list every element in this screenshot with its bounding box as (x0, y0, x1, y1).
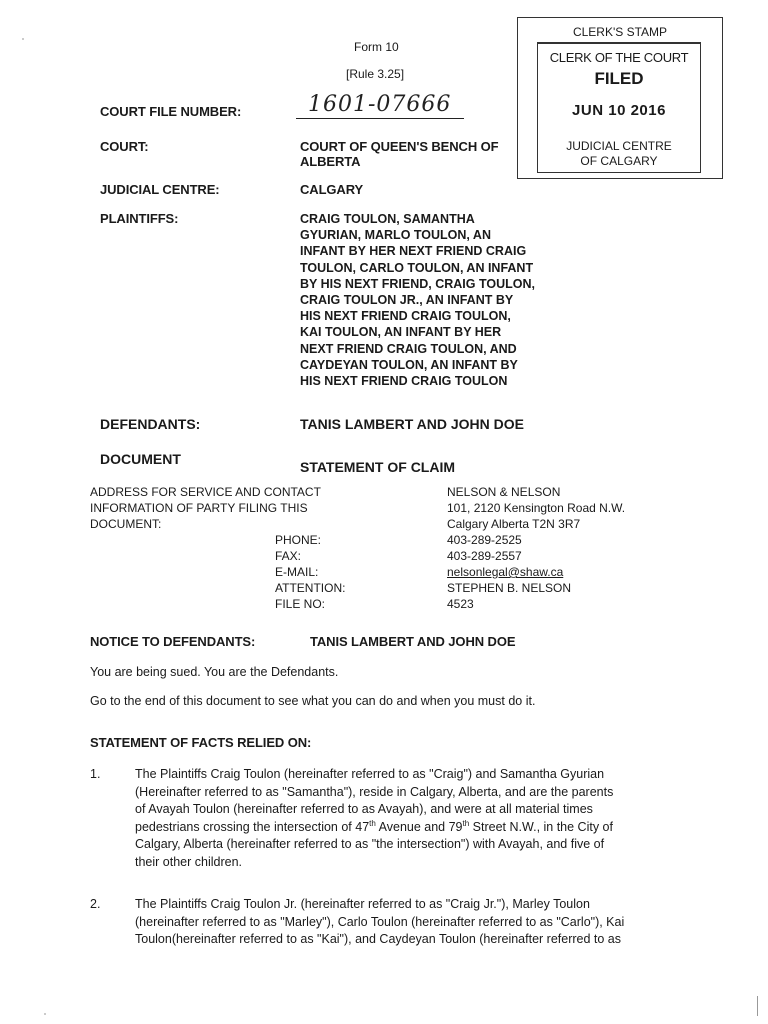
document-label: DOCUMENT (100, 451, 181, 467)
court-value-line1: COURT OF QUEEN'S BENCH OF (300, 139, 499, 154)
plaintiffs-line: HIS NEXT FRIEND CRAIG TOULON, (300, 309, 511, 324)
plaintiffs-list (300, 211, 535, 389)
filed-stamp (537, 42, 701, 173)
plaintiffs-line: CAYDEYAN TOULON, AN INFANT BY (300, 357, 518, 372)
paragraph-line: The Plaintiffs Craig Toulon Jr. (hereinafter referred to as "Craig Jr."), Marley Toulon (135, 897, 590, 911)
scan-edge-mark (757, 996, 758, 1016)
phone-value: 403-289-2525 (447, 533, 522, 547)
file-no-label: FILE NO: (275, 597, 326, 611)
plaintiffs-line: CRAIG TOULON JR., AN INFANT BY (300, 293, 514, 308)
court-label: COURT: (100, 139, 149, 154)
stamp-date: JUN 10 2016 (572, 102, 666, 119)
email-label: E-MAIL: (275, 565, 319, 579)
paragraph-line: (Hereinafter referred to as "Samantha"), reside in Calgary, Alberta, and are the parents (135, 784, 614, 799)
paragraph-line: pedestrians crossing the intersection of 47th Avenue and 79th Street N.W., in the City of (135, 818, 613, 834)
stamp-centre-line2: OF CALGARY (580, 154, 658, 168)
defendants-label: DEFENDANTS: (100, 416, 201, 432)
address-line1: 101, 2120 Kensington Road N.W. (447, 501, 626, 515)
notice-line2: Go to the end of this document to see what you can do and when you must do it. (90, 694, 536, 708)
court-value-line2: ALBERTA (300, 154, 361, 169)
document-value: STATEMENT OF CLAIM (300, 459, 456, 475)
plaintiffs-line: TOULON, CARLO TOULON, AN INFANT (300, 260, 534, 275)
paragraph-line: Calgary, Alberta (hereinafter referred to as "the intersection") with Avayah, and five of (135, 837, 605, 852)
plaintiffs-line: NEXT FRIEND CRAIG TOULON, AND (300, 341, 517, 356)
contact-labels (275, 532, 345, 612)
firm-name: NELSON & NELSON (447, 485, 561, 499)
stamp-title: CLERK'S STAMP (572, 25, 668, 39)
plaintiffs-line: CRAIG TOULON, SAMANTHA (300, 212, 475, 226)
court-file-number-value: 1601-07666 (308, 92, 452, 117)
paragraph-line: (hereinafter referred to as "Marley"), Carlo Toulon (hereinafter referred to as "Carlo"), Kai (135, 914, 625, 929)
attention-value: STEPHEN B. NELSON (447, 581, 572, 595)
fax-value: 403-289-2557 (447, 549, 522, 563)
plaintiffs-line: HIS NEXT FRIEND CRAIG TOULON (300, 374, 508, 389)
notice-line1: You are being sued. You are the Defendants. (90, 665, 339, 679)
form-label: Form 10 (354, 40, 399, 54)
phone-label: PHONE: (275, 533, 322, 547)
file-no-value: 4523 (447, 597, 474, 611)
plaintiffs-line: INFANT BY HER NEXT FRIEND CRAIG (300, 244, 527, 259)
fax-label: FAX: (275, 549, 302, 563)
file-number-underline (296, 118, 464, 119)
address-label-line: ADDRESS FOR SERVICE AND CONTACT (90, 485, 321, 499)
scan-speck (22, 38, 24, 40)
judicial-centre-label: JUDICIAL CENTRE: (100, 182, 220, 197)
paragraph-line: of Avayah Toulon (hereinafter referred to as Avayah), and were at all material times (135, 802, 593, 817)
plaintiffs-label: PLAINTIFFS: (100, 211, 179, 226)
judicial-centre-value: CALGARY (300, 182, 364, 197)
paragraph-1-number: 1. (90, 767, 101, 781)
address-for-service-label (90, 484, 321, 532)
stamp-centre-line1: JUDICIAL CENTRE (566, 139, 672, 153)
paragraph-line: The Plaintiffs Craig Toulon (hereinafter referred to as "Craig") and Samantha Gyurian (135, 767, 605, 781)
contact-values (447, 484, 625, 612)
defendants-value: TANIS LAMBERT AND JOHN DOE (300, 416, 524, 432)
plaintiffs-line: BY HIS NEXT FRIEND, CRAIG TOULON, (300, 276, 535, 291)
email-link[interactable]: nelsonlegal@shaw.ca (447, 565, 564, 579)
paragraph-2-number: 2. (90, 897, 101, 911)
court-file-number-label: COURT FILE NUMBER: (100, 104, 242, 119)
notice-label: NOTICE TO DEFENDANTS: (90, 634, 256, 649)
stamp-clerk: CLERK OF THE COURT (549, 50, 689, 65)
paragraph-line: their other children. (135, 854, 243, 869)
facts-heading: STATEMENT OF FACTS RELIED ON: (90, 735, 312, 750)
stamp-status: FILED (594, 69, 644, 88)
scan-speck (44, 1013, 46, 1015)
paragraph-2 (135, 896, 735, 949)
paragraph-line: Toulon(hereinafter referred to as "Kai"), and Caydeyan Toulon (hereinafter referred to as (135, 932, 621, 947)
address-label-line: INFORMATION OF PARTY FILING THIS (90, 501, 308, 515)
notice-value: TANIS LAMBERT AND JOHN DOE (310, 634, 516, 649)
paragraph-1 (135, 766, 735, 872)
plaintiffs-line: KAI TOULON, AN INFANT BY HER (300, 325, 502, 340)
attention-label: ATTENTION: (275, 581, 346, 595)
rule-label: [Rule 3.25] (346, 67, 405, 81)
clerk-stamp-box (517, 17, 723, 179)
plaintiffs-line: GYURIAN, MARLO TOULON, AN (300, 228, 491, 243)
address-label-line: DOCUMENT: (90, 517, 162, 531)
address-line2: Calgary Alberta T2N 3R7 (447, 517, 581, 531)
